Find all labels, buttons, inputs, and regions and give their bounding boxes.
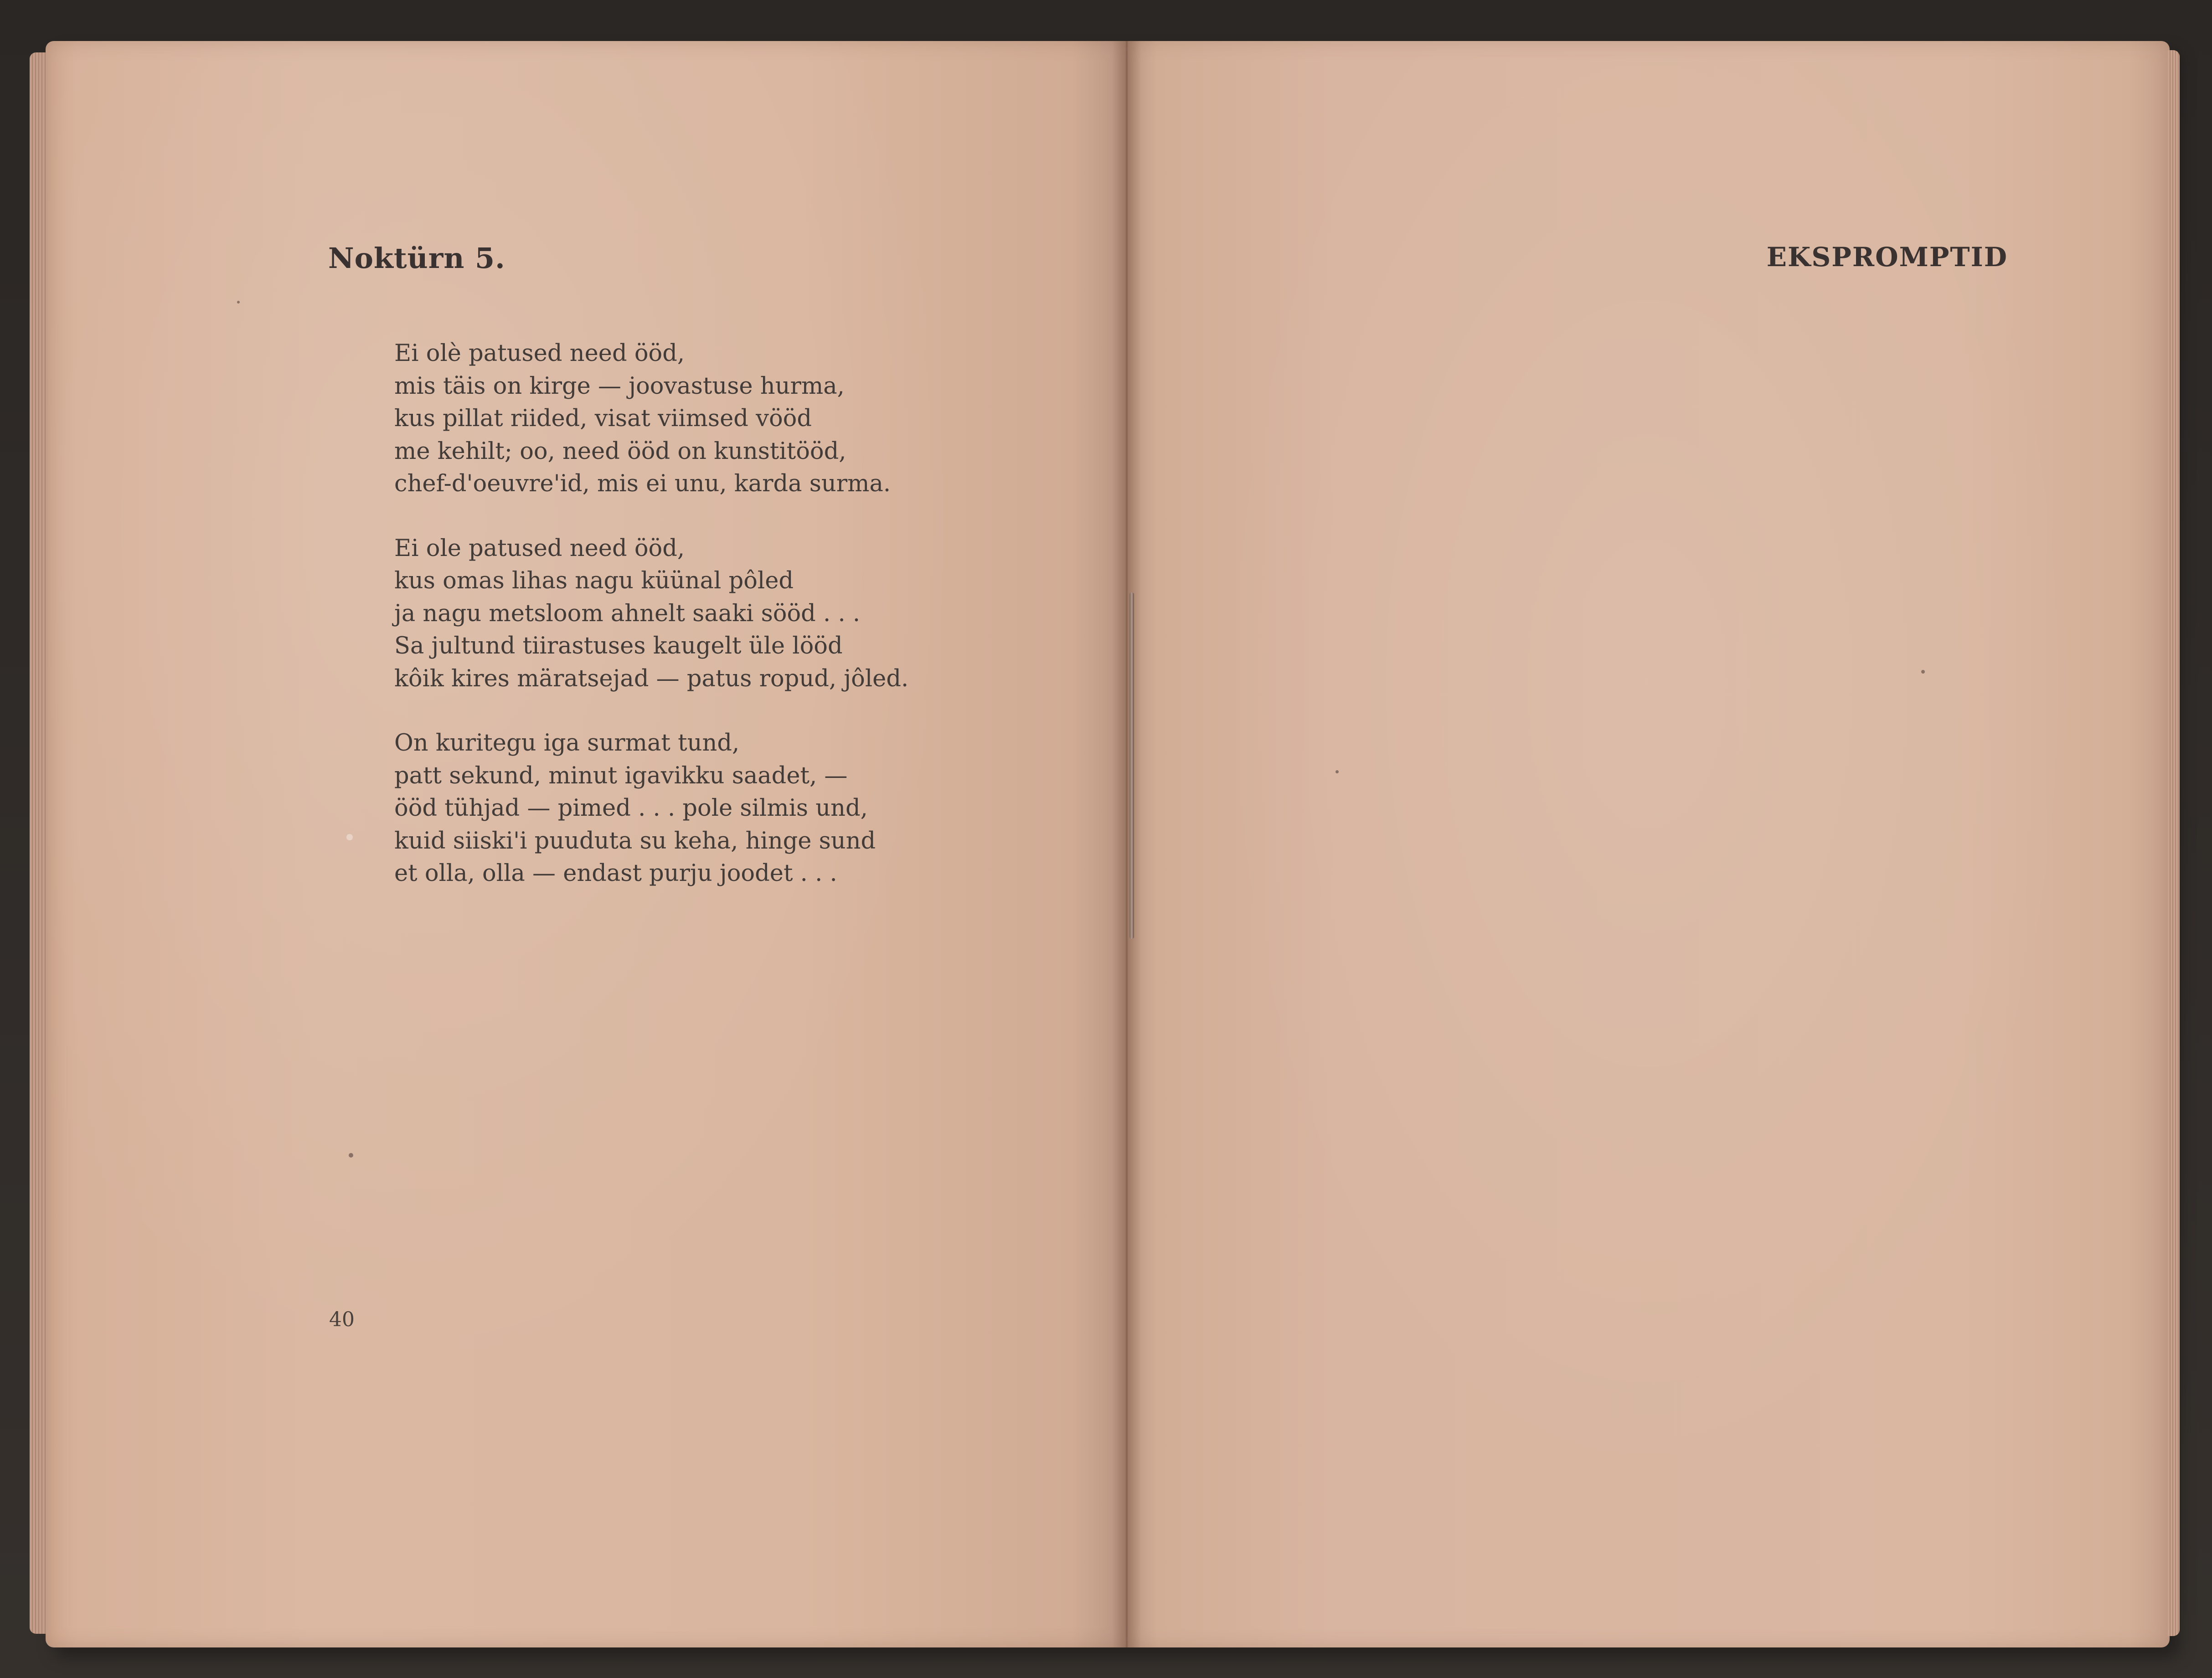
poem-title: Noktürn 5. [328,242,505,275]
binding-staple [1129,592,1134,939]
page-number: 40 [329,1308,355,1331]
poem-line: ööd tühjad — pimed . . . pole silmis und, [394,795,868,822]
section-title: EKSPROMPTID [1766,242,2008,273]
paper-speck [237,301,240,304]
right-page-edges [2168,50,2180,1636]
poem-line: ja nagu metsloom ahnelt saaki sööd . . . [394,600,861,627]
poem-line: chef-d'oeuvre'id, mis ei unu, karda surma. [394,470,891,497]
stanza-2 [394,532,908,695]
poem-line: Sa jultund tiirastuses kaugelt üle lööd [394,633,843,659]
left-page-edges [30,52,48,1634]
poem-line: kôik kires märatsejad — patus ropud, jôled. [394,665,909,692]
poem-line: me kehilt; oo, need ööd on kunstitööd, [394,438,846,465]
paper-speck [349,1153,353,1158]
paper-speck [346,834,353,840]
stanza-3 [394,727,908,890]
poem-line: kus omas lihas nagu küünal pôled [394,567,794,594]
poem-body [394,337,908,922]
poem-line: kus pillat riided, visat viimsed vööd [394,405,812,432]
poem-line: patt sekund, minut igavikku saadet, — [394,762,848,789]
paper-speck [1921,670,1925,674]
poem-line: et olla, olla — endast purju joodet . . . [394,860,837,887]
poem-line: mis täis on kirge — joovastuse hurma, [394,372,845,400]
left-page [46,41,1126,1647]
poem-line: Ei ole patused need ööd, [394,535,685,562]
book-gutter [1112,41,1141,1647]
poem-line: Ei olè patused need ööd, [394,340,685,367]
stanza-1 [394,337,908,500]
paper-speck [1335,770,1339,773]
right-page [1126,41,2170,1647]
poem-line: kuid siiski'i puuduta su keha, hinge sund [394,827,876,854]
poem-line: On kuritegu iga surmat tund, [394,730,740,757]
open-book [46,41,2170,1647]
